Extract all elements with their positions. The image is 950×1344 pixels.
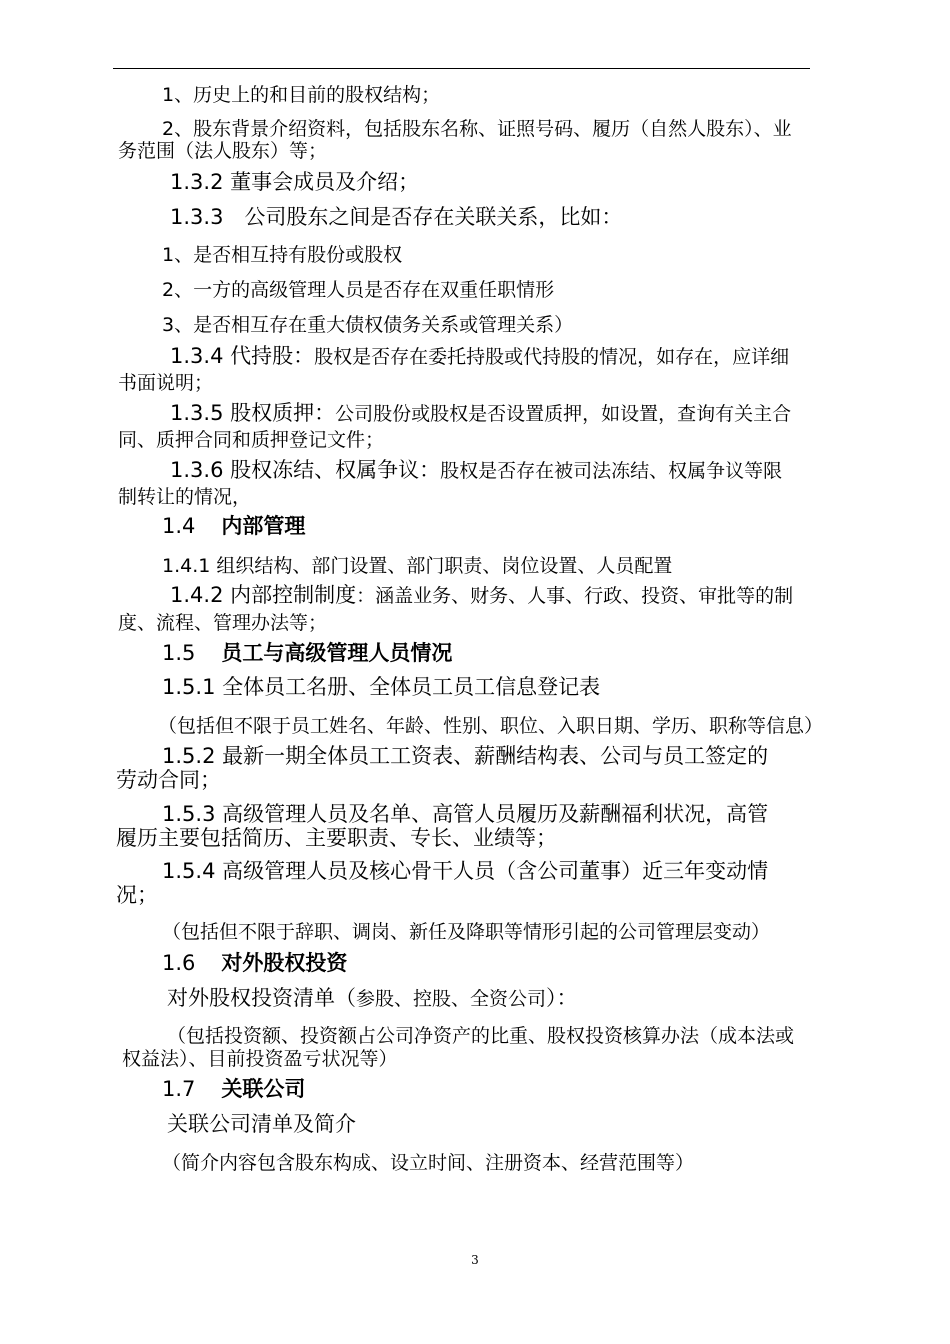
- item-shareholder-background-cont: 务范围（法人股东）等；: [118, 140, 328, 162]
- heading-1-5: [162, 643, 452, 664]
- section-1-7-list: 关联公司清单及简介: [167, 1112, 356, 1136]
- section-1-3-6-cont: 制转让的情况，: [118, 486, 252, 508]
- section-1-3-5: [170, 403, 791, 424]
- section-1-5-3: 1.5.3 高级管理人员及名单、高管人员履历及薪酬福利状况，高管: [162, 802, 769, 826]
- section-1-5-4: 1.5.4 高级管理人员及核心骨干人员（含公司董事）近三年变动情: [162, 859, 769, 883]
- section-1-5-4-note: （包括但不限于辞职、调岗、新任及降职等情形引起的公司管理层变动）: [162, 921, 771, 943]
- heading-1-4-title: 内部管理: [221, 514, 306, 538]
- section-1-5-1-note: （包括但不限于员工姓名、年龄、性别、职位、入职日期、学历、职称等信息）: [158, 715, 824, 737]
- relation-item-2: 2、一方的高级管理人员是否存在双重任职情形: [162, 279, 555, 301]
- header-rule: [113, 68, 810, 69]
- section-1-4-2-cont: 度、流程、管理办法等；: [118, 612, 328, 634]
- heading-1-6: [162, 953, 347, 974]
- heading-1-5-number: 1.5: [162, 641, 196, 665]
- section-1-6-list-types: 参股、控股、全资公司: [356, 988, 547, 1010]
- section-1-6-list-tail: ）：: [546, 986, 578, 1010]
- heading-1-6-number: 1.6: [162, 951, 196, 975]
- section-1-4-2-body: ：涵盖业务、财务、人事、行政、投资、审批等的制: [356, 585, 794, 607]
- section-1-3-6-heading: 1.3.6 股权冻结、权属争议：: [170, 458, 441, 482]
- item-equity-structure: 1、历史上的和目前的股权结构；: [162, 84, 441, 106]
- heading-1-7-number: 1.7: [162, 1077, 196, 1101]
- relation-item-3: 3、是否相互存在重大债权债务关系或管理关系）: [162, 314, 574, 336]
- section-1-3-5-body: 公司股份或股权是否设置质押，如设置，查询有关主合: [335, 403, 792, 425]
- section-1-6-list-heading: 对外股权投资清单（: [167, 986, 356, 1010]
- heading-1-6-title: 对外股权投资: [221, 951, 348, 975]
- section-1-6-note: （包括投资额、投资额占公司净资产的比重、股权投资核算办法（成本法或: [167, 1025, 795, 1047]
- page-number: 3: [471, 1253, 479, 1267]
- section-1-3-3: 1.3.3 公司股东之间是否存在关联关系，比如：: [170, 205, 623, 229]
- section-1-5-1: 1.5.1 全体员工名册、全体员工员工信息登记表: [162, 675, 601, 699]
- section-1-3-4: [170, 346, 789, 367]
- section-1-4-1: 1.4.1 组织结构、部门设置、部门职责、岗位设置、人员配置: [162, 555, 673, 577]
- section-1-3-5-heading: 1.3.5 股权质押：: [170, 401, 336, 425]
- section-1-3-4-body: 股权是否存在委托持股或代持股的情况，如存在，应详细: [314, 346, 790, 368]
- section-1-4-2: [170, 585, 793, 606]
- item-shareholder-background: 2、股东背景介绍资料，包括股东名称、证照号码、履历（自然人股东）、业: [162, 118, 792, 140]
- section-1-6-list: [167, 988, 578, 1009]
- heading-1-7: [162, 1079, 305, 1100]
- section-1-3-4-heading: 1.3.4 代持股：: [170, 344, 315, 368]
- section-1-5-4-cont: 况；: [116, 883, 158, 907]
- section-1-3-6-body: 股权是否存在被司法冻结、权属争议等限: [440, 460, 783, 482]
- section-1-5-2-cont: 劳动合同；: [116, 768, 221, 792]
- section-1-6-note-cont: 权益法）、目前投资盈亏状况等）: [122, 1048, 398, 1070]
- heading-1-4-number: 1.4: [162, 514, 196, 538]
- section-1-3-4-cont: 书面说明；: [118, 372, 214, 394]
- section-1-4-2-heading: 1.4.2 内部控制制度: [170, 583, 357, 607]
- section-1-5-3-cont: 履历主要包括简历、主要职责、专长、业绩等；: [116, 826, 557, 850]
- heading-1-5-title: 员工与高级管理人员情况: [221, 641, 453, 665]
- heading-1-7-title: 关联公司: [221, 1077, 306, 1101]
- section-1-3-5-cont: 同、质押合同和质押登记文件；: [118, 429, 385, 451]
- heading-1-4: [162, 516, 305, 537]
- section-1-3-2: 1.3.2 董事会成员及介绍；: [170, 170, 420, 194]
- section-1-3-6: [170, 460, 782, 481]
- relation-item-1: 1、是否相互持有股份或股权: [162, 244, 403, 266]
- section-1-5-2: 1.5.2 最新一期全体员工工资表、薪酬结构表、公司与员工签定的: [162, 744, 769, 768]
- section-1-7-note: （简介内容包含股东构成、设立时间、注册资本、经营范围等）: [162, 1152, 695, 1174]
